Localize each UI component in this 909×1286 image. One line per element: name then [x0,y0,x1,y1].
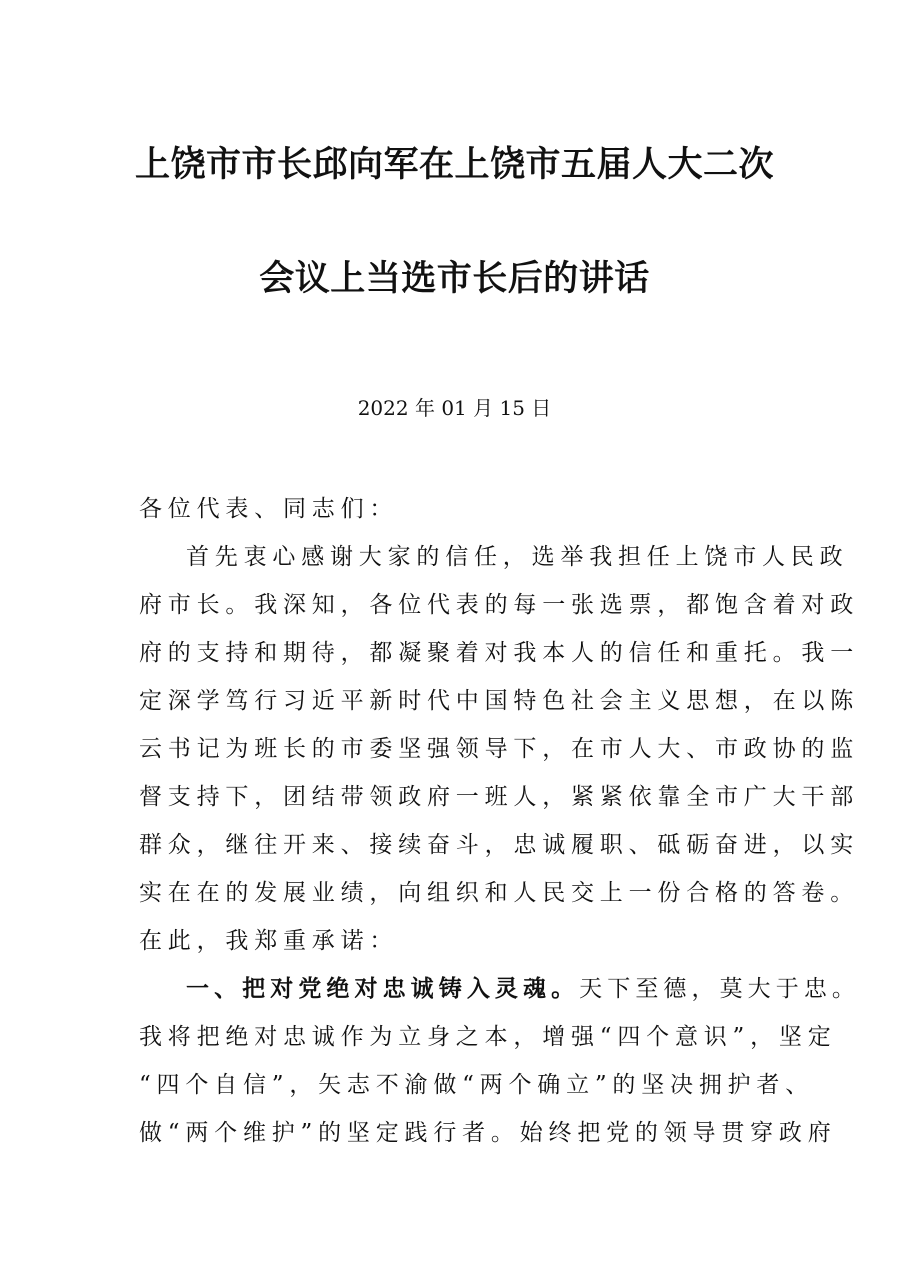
document-title-line-1: 上饶市市长邱向军在上饶市五届人大二次 [134,145,774,185]
paragraph-1-line-7: 群众，继往开来、接续奋斗，忠诚履职、砥砺奋进，以实 [139,832,859,858]
document-title-line-2: 会议上当选市长后的讲话 [259,259,650,299]
paragraph-1-line-3: 府的支持和期待，都凝聚着对我本人的信任和重托。我一 [139,640,859,666]
paragraph-1-line-5: 云书记为班长的市委坚强领导下，在市人大、市政协的监 [139,736,859,762]
document-date: 2022 年 01 月 15 日 [357,396,552,420]
paragraph-1-line-1: 首先衷心感谢大家的信任，选举我担任上饶市人民政 [186,544,849,570]
section-1-heading: 一、把对党绝对忠诚铸入灵魂。 [186,976,580,1002]
paragraph-1-line-4: 定深学笃行习近平新时代中国特色社会主义思想，在以陈 [139,688,859,714]
section-1-line-2: 我将把绝对忠诚作为立身之本，增强“四个意识”，坚定 [139,1024,837,1050]
section-1-first-line [186,978,860,1001]
section-1-line-4: 做“两个维护”的坚定践行者。始终把党的领导贯穿政府 [139,1120,837,1146]
paragraph-1-line-9: 在此，我郑重承诺： [139,928,399,954]
salutation: 各位代表、同志们： [139,496,399,522]
paragraph-1-line-2: 府市长。我深知，各位代表的每一张选票，都饱含着对政 [139,592,859,618]
paragraph-1-line-6: 督支持下，团结带领政府一班人，紧紧依靠全市广大干部 [139,784,859,810]
section-1-first-line-text: 天下至德，莫大于忠。 [579,976,861,1002]
section-1-line-3: “四个自信”，矢志不渝做“两个确立”的坚决拥护者、 [139,1072,815,1098]
paragraph-1-line-8: 实在在的发展业绩，向组织和人民交上一份合格的答卷。 [139,880,859,906]
